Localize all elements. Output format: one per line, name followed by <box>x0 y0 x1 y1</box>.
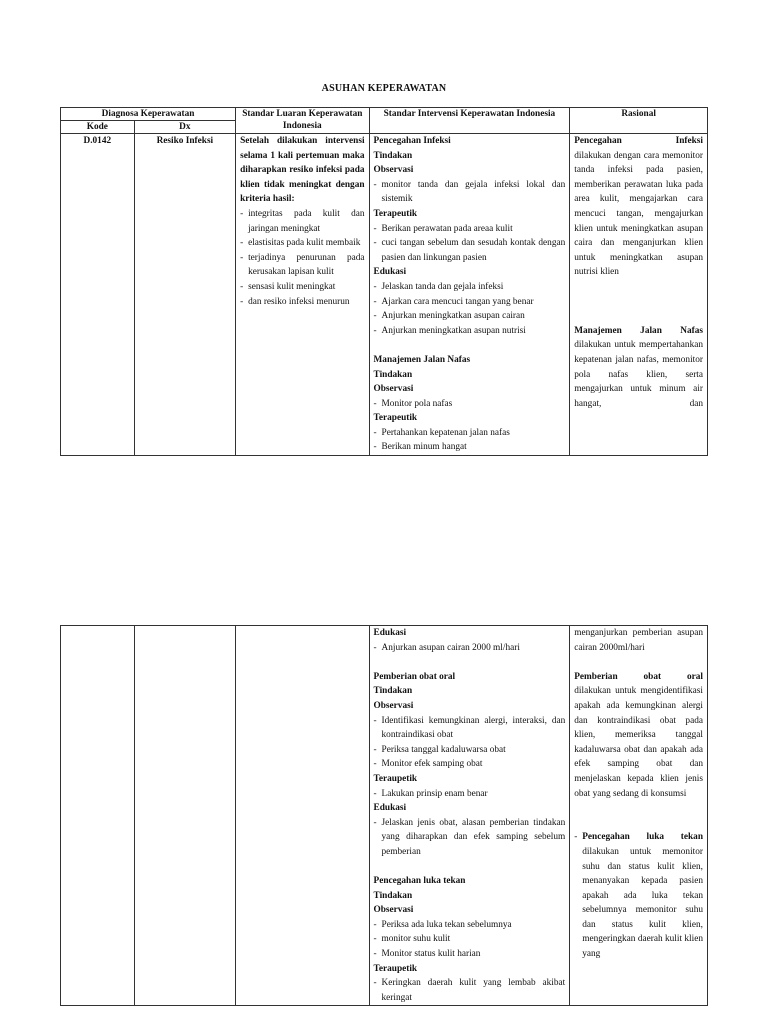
list-item: - sensasi kulit meningkat <box>240 280 364 295</box>
list-item: - terjadinya penurunan pada kerusakan lapisan kulit <box>240 251 364 280</box>
section-label: Terapeutik <box>373 208 418 219</box>
list-item: - Periksa ada luka tekan sebelumnya <box>374 918 566 933</box>
observasi-list <box>374 178 566 207</box>
slki-criteria-list <box>240 207 364 309</box>
rasional-text: menganjurkan pemberian asupan cairan 2000ml/hari <box>574 628 703 653</box>
list-item: - Jelaskan tanda dan gejala infeksi <box>374 280 566 295</box>
rasional-title: Pemberian obat oral <box>574 671 703 682</box>
section-label: Observasi <box>373 700 414 711</box>
diagnosis-name: Resiko Infeksi <box>134 134 235 456</box>
header-kode: Kode <box>61 121 135 134</box>
rasional-cell <box>570 626 708 1006</box>
list-item: - elastisitas pada kulit membaik <box>240 236 364 251</box>
section-label: Tindakan <box>373 890 413 901</box>
rasional-cell <box>570 134 708 456</box>
rasional-text: dilakukan dengan cara memonitor tanda infeksi pada pasien, memberikan perawatan luka pada area kulit, mengajarkan cara mencuci tangan, mengajurkan klien untuk meningkatkan asupan caira dan menganjurkan klien untuk meningkatkan asupan nutrisi klien <box>574 150 703 278</box>
rasional-title: Manajemen Jalan Nafas <box>574 325 703 336</box>
rasional-title: - Pencegahan luka tekan <box>582 832 703 843</box>
observasi-list <box>374 714 566 772</box>
observasi-list <box>374 918 566 962</box>
section-label: Tindakan <box>373 150 413 161</box>
observasi-list <box>374 397 566 412</box>
list-item: - Monitor pola nafas <box>374 397 566 412</box>
terapeutik-list <box>374 787 566 802</box>
empty-cell <box>134 626 235 1006</box>
intervention-title: Manajemen Jalan Nafas <box>373 354 471 365</box>
care-plan-table-continued <box>60 625 708 1006</box>
list-item: - Monitor efek samping obat <box>374 757 566 772</box>
section-label: Teraupetik <box>373 963 418 974</box>
section-label: Observasi <box>373 384 414 395</box>
list-item: - Anjurkan meningkatkan asupan nutrisi <box>374 324 566 339</box>
terapeutik-list <box>374 426 566 455</box>
rasional-text: dilakukan untuk memonitor suhu dan status kulit klien, menanyakan kepada pasien apakah ada luka tekan sebelumnya memonitor suhu dan status kulit klien, mengeringkan daerah kulit klien yang <box>582 846 703 960</box>
rasional-text: dilakukan untuk mengidentifikasi apakah ada kemungkinan alergi dan kontraindikasi obat pada klien, memeriksa tanggal kadaluwarsa obat dan apakah ada efek samping obat dan menjelaskan kepada klien jenis obat yang sedang di konsumsi <box>574 686 703 799</box>
section-label: Observasi <box>373 165 414 176</box>
intervention-title: Pencegahan luka tekan <box>373 876 466 887</box>
list-item: - Monitor status kulit harian <box>374 947 566 962</box>
rasional-title: Pencegahan Infeksi <box>574 136 703 146</box>
section-label: Tindakan <box>373 369 413 380</box>
rasional-list <box>574 830 703 961</box>
section-label: Edukasi <box>373 803 407 814</box>
list-item: - Periksa tanggal kadaluwarsa obat <box>374 743 566 758</box>
list-item: - Jelaskan jenis obat, alasan pemberian tindakan yang diharapkan dan efek samping sebelum pemberian <box>374 816 566 860</box>
list-item: - dan resiko infeksi menurun <box>240 295 364 310</box>
list-item: - Pertahankan kepatenan jalan nafas <box>374 426 566 441</box>
list-item: - Anjurkan meningkatkan asupan cairan <box>374 309 566 324</box>
list-item <box>574 830 703 961</box>
empty-cell <box>236 626 369 1006</box>
slki-intro: Setelah dilakukan intervensi selama 1 kali pertemuan maka diharapkan resiko infeksi pada klien tidak meningkat dengan kriteria hasil: <box>240 136 365 205</box>
edukasi-list <box>374 280 566 338</box>
rasional-text: dilakukan untuk mempertahankan kepatenan jalan nafas, memonitor pola nafas klien, serta mengajurkan untuk minum air hangat, dan <box>574 340 703 409</box>
list-item: - monitor suhu kulit <box>374 932 566 947</box>
header-siki: Standar Intervensi Keperawatan Indonesia <box>369 108 570 134</box>
intervention-title: Pencegahan Infeksi <box>373 136 451 146</box>
header-diagnosa: Diagnosa Keperawatan <box>61 108 236 121</box>
siki-cell <box>369 134 570 456</box>
section-label: Terapeutik <box>373 413 418 424</box>
empty-cell <box>61 626 135 1006</box>
slki-cell <box>236 134 369 456</box>
terapeutik-list <box>374 976 566 1005</box>
terapeutik-list <box>374 222 566 266</box>
siki-cell <box>369 626 570 1006</box>
header-rasional: Rasional <box>570 108 708 134</box>
list-item: - Berikan minum hangat <box>374 440 566 455</box>
diagnosis-code: D.0142 <box>61 134 135 456</box>
edukasi-list <box>374 816 566 860</box>
section-label: Observasi <box>373 905 414 916</box>
section-label: Edukasi <box>373 628 407 638</box>
header-dx: Dx <box>134 121 235 134</box>
list-item: - Keringkan daerah kulit yang lembab akibat keringat <box>374 976 566 1005</box>
page-title: ASUHAN KEPERAWATAN <box>321 83 447 94</box>
header-slki: Standar Luaran Keperawatan Indonesia <box>236 108 369 134</box>
list-item: - Lakukan prinsip enam benar <box>374 787 566 802</box>
list-item: - cuci tangan sebelum dan sesudah kontak dengan pasien dan linkungan pasien <box>374 236 566 265</box>
intervention-title: Pemberian obat oral <box>373 671 456 682</box>
care-plan-table <box>60 107 708 456</box>
list-item: - Ajarkan cara mencuci tangan yang benar <box>374 295 566 310</box>
edukasi-list <box>374 641 566 656</box>
list-item: - Berikan perawatan pada areaa kulit <box>374 222 566 237</box>
section-label: Teraupetik <box>373 773 418 784</box>
list-item: - integritas pada kulit dan jaringan meningkat <box>240 207 364 236</box>
section-label: Edukasi <box>373 267 407 278</box>
list-item: - Anjurkan asupan cairan 2000 ml/hari <box>374 641 566 656</box>
section-label: Tindakan <box>373 686 413 697</box>
list-item: - Identifikasi kemungkinan alergi, interaksi, dan kontraindikasi obat <box>374 714 566 743</box>
list-item: - monitor tanda dan gejala infeksi lokal dan sistemik <box>374 178 566 207</box>
